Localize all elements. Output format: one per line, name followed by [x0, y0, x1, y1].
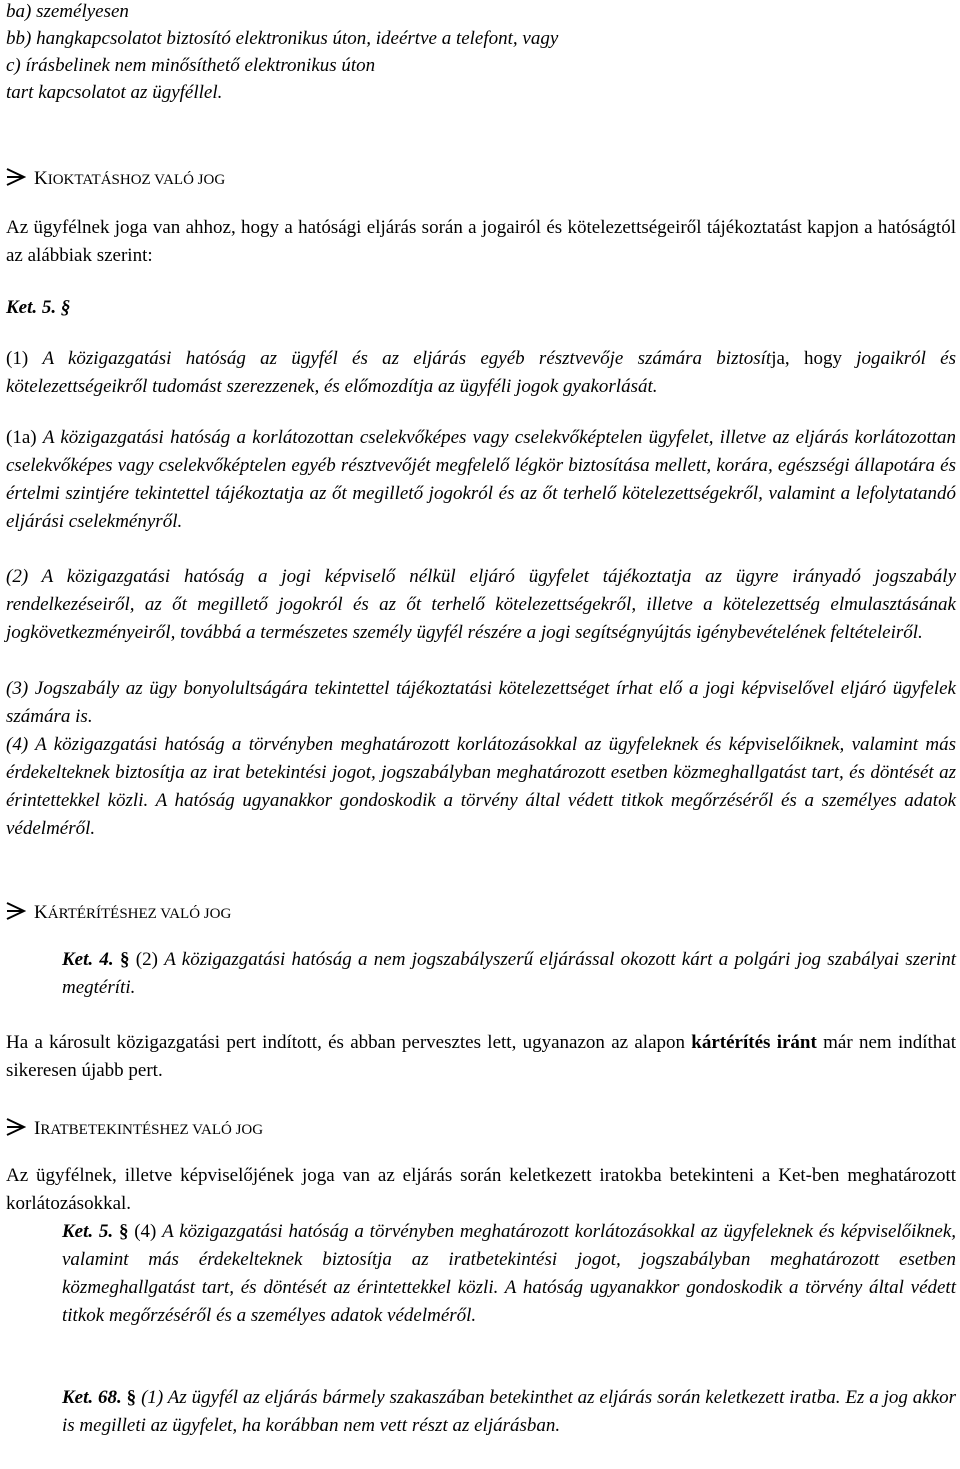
sec1-intro: Az ügyfélnek joga van ahhoz, hogy a hatósági eljárás során a jogairól és kötelezettségeiről tájékoztatást kapjon a hatóságtól az alábbiak szerint:: [6, 217, 956, 266]
arrow-bullet-icon: [6, 901, 28, 925]
sec3-intro: Az ügyfélnek, illetve képviselőjének joga van az eljárás során keletkezett iratokba betekinteni a Ket-ben meghatározott korlátozásokkal.: [6, 1165, 956, 1214]
heading-kioktatas: KIOKTATÁSHOZ VALÓ JOG: [6, 167, 225, 192]
sec1-ref: Ket. 5. §: [6, 297, 71, 318]
sec3-quote2: Ket. 68. § (1) Az ügyfél az eljárás bármely szakaszában betekinthet az eljárás során keletkezett iratba. Ez a jog akkor is megilleti az ügyfelet, ha korábban nem vett részt az eljárásban.: [62, 1387, 957, 1436]
sec1-p1a: (1a) A közigazgatási hatóság a korlátozottan cselekvőképes vagy cselekvőképtelen ügyfelet, illetve az eljárás korlátozottan cselekvőképes vagy cselekvőképtelen egyéb résztvevőjét megfelelő légkör biztosítása mellett, korára, egészségi állapotára és értelmi szintjére tekintettel tájékoztatja az őt megillető jogokról és az őt terhelő kötelezettségekről, valamint a lefolytatandó eljárási cselekményről.: [6, 427, 957, 532]
sec1-p3: (3) Jogszabály az ügy bonyolultságára tekintettel tájékoztatási kötelezettséget írhat elő a jogi képviselővel eljáró ügyfelek számára is.: [6, 678, 956, 727]
sec1-p2: (2) A közigazgatási hatóság a jogi képviselő nélkül eljáró ügyfelet tájékoztatja az ügyre irányadó jogszabály rendelkezéseiről, az őt megillető jogokról és az őt terhelő kötelezettségekről, illetve a kötelezettség elmulasztásának jogkövetkezményeiről, továbbá a természetes személy ügyfél részére a jogi segítségnyújtás igénybevételének feltételeiről.: [6, 566, 956, 643]
list-line-tail: tart kapcsolatot az ügyféllel.: [6, 82, 223, 103]
list-line-bb: bb) hangkapcsolatot biztosító elektronikus úton, ideértve a telefont, vagy: [6, 28, 559, 49]
heading-iratbetekintes: IRATBETEKINTÉSHEZ VALÓ JOG: [6, 1117, 263, 1142]
heading-karterites: KÁRTÉRÍTÉSHEZ VALÓ JOG: [6, 901, 231, 926]
sec1-p4: (4) A közigazgatási hatóság a törvényben meghatározott korlátozásokkal az ügyfeleknek és képviselőiknek, valamint más érdekelteknek biztosítja az irat betekintési jogot, jogszabályban meghatározott esetben közmeghallgatást tart, és döntését az érintettekkel közli. A hatóság ugyanakkor gondoskodik a törvény által védett titkok megőrzéséről és a személyes adatok védelméről.: [6, 734, 956, 839]
arrow-bullet-icon: [6, 1117, 28, 1141]
list-line-c: c) írásbelinek nem minősíthető elektronikus úton: [6, 55, 376, 76]
sec2-quote: Ket. 4. § (2) A közigazgatási hatóság a nem jogszabályszerű eljárással okozott kárt a polgári jog szabályai szerint megtéríti.: [62, 949, 957, 998]
sec3-quote1: Ket. 5. § (4) A közigazgatási hatóság a törvényben meghatározott korlátozásokkal az ügyfeleknek és képviselőiknek, valamint más érdekelteknek biztosítja az iratbetekintési jogot, jogszabályban meghatározott esetben közmeghallgatást tart, és döntését az érintettekkel közli. A hatóság ugyanakkor gondoskodik a törvény által védett titkok megőrzéséről és a személyes adatok védelméről.: [62, 1221, 957, 1326]
section-sign: §: [60, 297, 71, 318]
list-line-ba: ba) személyesen: [6, 1, 129, 22]
sec2-text: Ha a károsult közigazgatási pert indított, és abban pervesztes lett, ugyanazon az alapon kártérítés iránt már nem indíthat sikeresen újabb pert.: [6, 1032, 956, 1081]
sec1-p1: (1) A közigazgatási hatóság az ügyfél és az eljárás egyéb résztvevője számára biztosítja, hogy jogaikról és kötelezettségeikről tudomást szerezzenek, és előmozdítja az ügyféli jogok gyakorlását.: [6, 348, 957, 397]
arrow-bullet-icon: [6, 167, 28, 191]
